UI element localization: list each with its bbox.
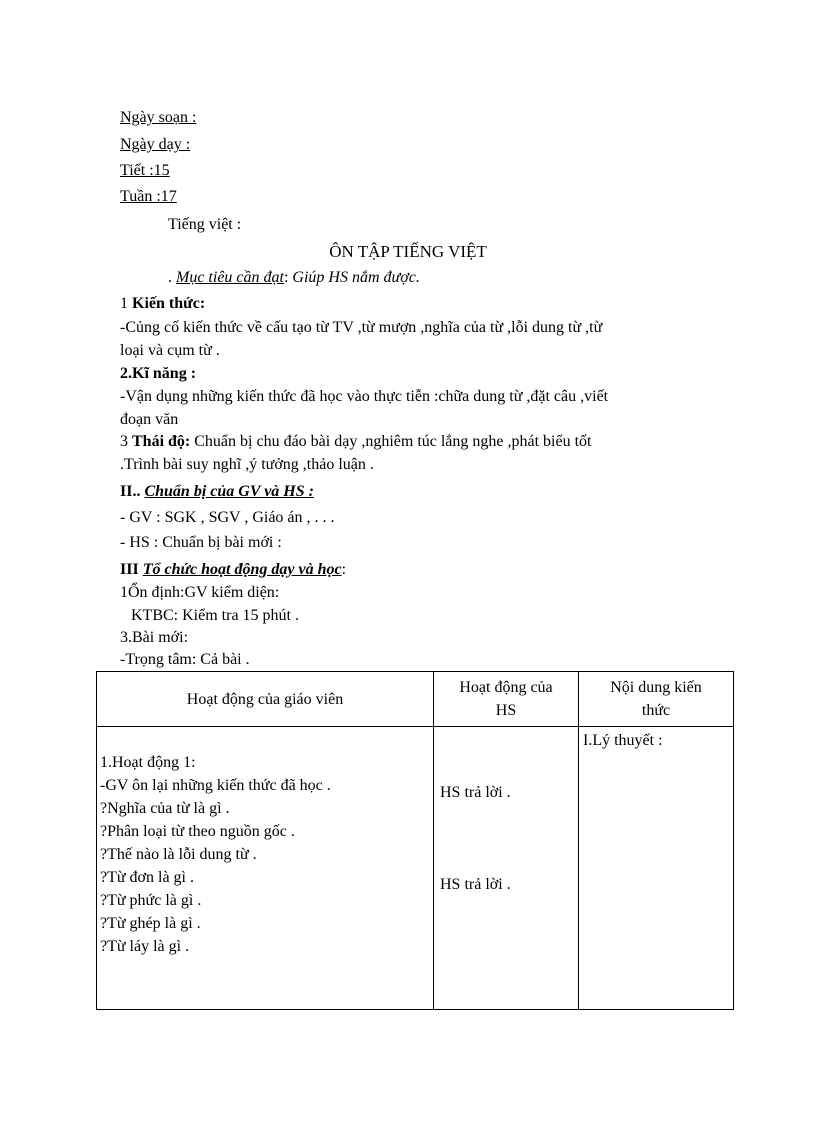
- tiet: Tiết :15: [120, 162, 170, 179]
- table-row: [97, 727, 734, 1010]
- page-title: ÔN TẬP TIẾNG VIỆT: [329, 242, 487, 261]
- prep-num: II..: [120, 483, 145, 500]
- teacher-cell: [97, 727, 434, 1010]
- teacher-line: ?Từ ghép là gì .: [100, 915, 201, 932]
- skills-line-1: -Vận dụng những kiến thức đã học vào thực tiễn :chữa dung từ ,đặt câu ,viết: [120, 388, 609, 405]
- teacher-line: ?Nghĩa của từ là gì .: [100, 800, 230, 817]
- skills-line-2: đoạn văn: [120, 411, 179, 428]
- header-content-line-1: Nội dung kiến: [610, 679, 702, 696]
- prep-hs: - HS : Chuẩn bị bài mới :: [120, 534, 282, 551]
- org-num: III: [120, 561, 143, 578]
- tuan: Tuần :17: [120, 188, 177, 205]
- knowledge-line-1: -Củng cố kiến thức về cấu tạo từ TV ,từ mượn ,nghĩa của từ ,lỗi dung từ ,từ: [120, 319, 603, 336]
- header-teacher: [97, 672, 434, 727]
- attitude-title: Thái độ:: [132, 433, 191, 450]
- teacher-line: ?Từ láy là gì .: [100, 938, 190, 955]
- objective-prefix: .: [168, 269, 176, 286]
- teacher-line: 1.Hoạt động 1:: [100, 754, 196, 771]
- knowledge-title: Kiến thức:: [132, 295, 206, 312]
- header-student: [434, 672, 579, 727]
- table-header-row: [97, 672, 734, 727]
- teacher-line: -GV ôn lại những kiến thức đã học .: [100, 777, 331, 794]
- lesson-table: [96, 671, 734, 1010]
- prep-title: Chuẩn bị của GV và HS :: [144, 483, 314, 500]
- teacher-line: ?Từ đơn là gì .: [100, 869, 194, 886]
- knowledge-num: 1: [120, 295, 132, 312]
- objective-label: Mục tiêu cần đạt: [176, 269, 284, 286]
- objective-text: Giúp HS nắm được.: [292, 269, 420, 286]
- attitude-num: 3: [120, 433, 132, 450]
- teacher-lines: [97, 727, 433, 958]
- header-content: [579, 672, 734, 727]
- attitude-line-1: [120, 432, 592, 452]
- org-line-2: KTBC: Kiểm tra 15 phút .: [131, 607, 299, 624]
- prep-heading: [120, 482, 314, 502]
- org-line-4: -Trọng tâm: Cả bài .: [120, 651, 250, 668]
- org-line-1: 1Ổn định:GV kiểm diện:: [120, 584, 280, 601]
- student-cell: [434, 727, 579, 1010]
- teacher-line: ?Thế nào là lỗi dung từ .: [100, 846, 257, 863]
- subject: Tiếng việt :: [168, 216, 242, 233]
- org-colon: :: [341, 561, 347, 578]
- student-answer-2: HS trả lời .: [440, 876, 511, 893]
- content-cell: [579, 727, 734, 1010]
- org-line-3: 3.Bài mới:: [120, 629, 189, 646]
- prep-gv: - GV : SGK , SGV , Giáo án , . . .: [120, 509, 335, 526]
- content-theory: I.Lý thuyết :: [583, 732, 663, 749]
- skills-heading: 2.Kĩ năng :: [120, 365, 197, 382]
- ngay-day: Ngày dạy :: [120, 136, 191, 153]
- header-student-line-1: Hoạt động của: [459, 679, 553, 696]
- student-answer-1: HS trả lời .: [440, 784, 511, 801]
- header-content-line-2: thức: [641, 702, 671, 719]
- header-student-line-2: HS: [495, 702, 517, 719]
- ngay-soan: Ngày soạn :: [120, 109, 197, 126]
- knowledge-line-2: loại và cụm từ .: [120, 342, 220, 359]
- objective-line: [168, 268, 420, 288]
- header-teacher-label: Hoạt động của giáo viên: [186, 690, 344, 708]
- knowledge-heading: [120, 294, 205, 314]
- objective-sep: :: [283, 269, 293, 286]
- org-title: Tổ chức hoạt động dạy và học: [142, 561, 342, 578]
- attitude-text: Chuẩn bị chu đáo bài dạy ,nghiêm túc lắng nghe ,phát biểu tốt: [190, 433, 592, 450]
- attitude-line-2: .Trình bài suy nghĩ ,ý tưởng ,thảo luận .: [120, 456, 374, 473]
- teacher-line: ?Từ phức là gì .: [100, 892, 202, 909]
- teacher-line: ?Phân loại từ theo nguồn gốc .: [100, 823, 295, 840]
- org-heading: [120, 560, 346, 580]
